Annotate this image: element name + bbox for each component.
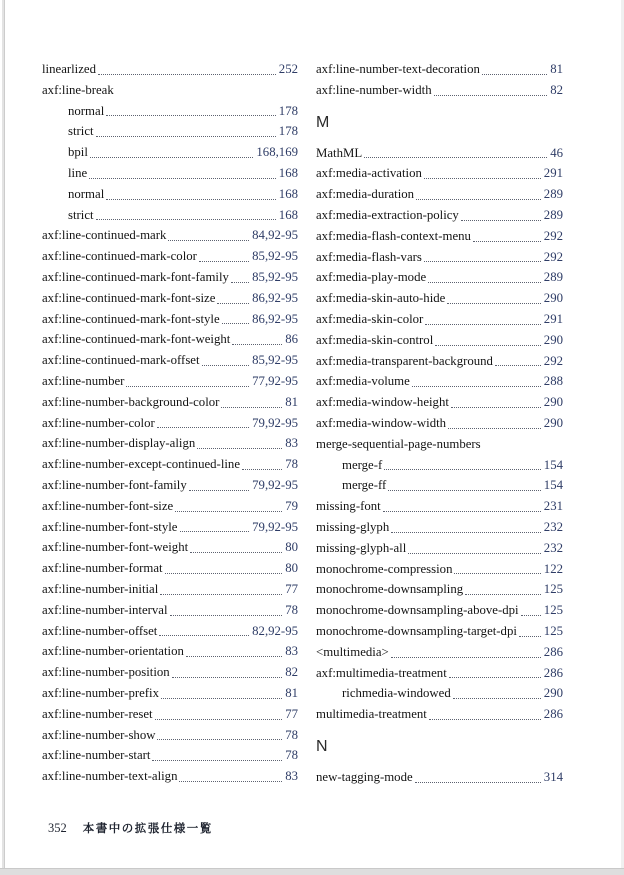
index-entry: [42, 579, 298, 600]
entry-label: axf:media-window-height: [316, 395, 449, 410]
entry-page-link[interactable]: 291: [543, 311, 563, 326]
dot-leader: [155, 725, 285, 746]
entry-page-link[interactable]: 82: [285, 665, 298, 680]
footer-section-title: 本書中の拡張仕様一覧: [82, 823, 213, 835]
dot-leader: [449, 392, 544, 413]
entry-page-link[interactable]: 252: [278, 62, 298, 76]
entry-label: line: [68, 165, 88, 180]
entry-label: axf:line-number-orientation: [42, 644, 184, 659]
index-entry: [316, 559, 563, 580]
index-entry: [42, 101, 298, 122]
entry-label: axf:media-duration: [316, 187, 415, 202]
dot-leader: [445, 288, 543, 309]
dot-leader: [104, 184, 279, 205]
index-entry: [316, 163, 563, 184]
index-entry: [316, 517, 563, 538]
index-entry: [42, 496, 298, 517]
dot-leader: [215, 288, 252, 309]
entry-page-link[interactable]: 290: [543, 415, 563, 430]
dot-leader: [422, 247, 544, 268]
dot-leader: [406, 538, 544, 559]
entry-page-link[interactable]: 292: [543, 228, 563, 243]
entry-page-link[interactable]: 85,92-95: [252, 249, 298, 264]
entry-label: axf:media-skin-auto-hide: [316, 291, 446, 306]
entry-page-link[interactable]: 86: [285, 332, 298, 347]
index-entry: [42, 413, 298, 434]
index-entry: [42, 205, 298, 226]
dot-leader: [187, 475, 252, 496]
entry-label: axf:line-number-width: [316, 82, 432, 97]
index-entry: [316, 247, 563, 268]
entry-label: axf:line-number-color: [42, 415, 155, 430]
footer-page-number: 352: [48, 821, 67, 835]
dot-leader: [158, 579, 285, 600]
entry-page-link[interactable]: 125: [543, 582, 563, 597]
entry-label: axf:line-continued-mark-font-size: [42, 290, 216, 305]
entry-page-link[interactable]: 168: [278, 207, 298, 222]
entry-label: merge-ff: [342, 478, 387, 493]
dot-leader: [178, 517, 253, 538]
dot-leader: [471, 226, 544, 247]
dot-leader: [173, 496, 285, 517]
dot-leader: [459, 205, 544, 226]
section-heading: M: [316, 113, 330, 131]
entry-page-link[interactable]: 79: [285, 498, 298, 513]
entry-page-link[interactable]: 231: [543, 499, 563, 514]
entry-label: axf:line-continued-mark-font-style: [42, 311, 220, 326]
dot-leader: [155, 413, 252, 434]
dot-leader: [94, 121, 279, 142]
index-entry: [316, 600, 563, 621]
dot-leader: [452, 559, 543, 580]
entry-label: axf:line-number-initial: [42, 581, 159, 596]
dot-leader: [382, 455, 544, 476]
entry-label: monochrome-downsampling-target-dpi: [316, 623, 517, 638]
entry-page-link[interactable]: 125: [543, 623, 563, 638]
dot-leader: [104, 101, 279, 122]
index-entry: [316, 663, 563, 684]
index-entry: [42, 267, 298, 288]
entry-label: axf:line-number: [42, 373, 125, 388]
dot-leader: [389, 642, 544, 663]
entry-label: axf:line-continued-mark-font-weight: [42, 332, 231, 347]
dot-leader: [480, 59, 550, 80]
index-entry: [316, 288, 563, 309]
entry-label: axf:line-number-font-weight: [42, 540, 189, 555]
entry-page-link[interactable]: 232: [543, 540, 563, 555]
entry-page-link[interactable]: 290: [543, 332, 563, 347]
entry-page-link[interactable]: 83: [285, 769, 298, 784]
entry-page-link[interactable]: 80: [285, 561, 298, 576]
index-entry: [42, 350, 298, 371]
index-column-left: [42, 59, 298, 787]
entry-page-link[interactable]: 286: [543, 644, 563, 659]
entry-page-link[interactable]: 79,92-95: [252, 519, 298, 534]
entry-label: axf:line-continued-mark-color: [42, 249, 197, 264]
entry-label: axf:line-number-except-continued-line: [42, 457, 241, 472]
dot-leader: [519, 600, 544, 621]
entry-page-link[interactable]: 290: [543, 395, 563, 410]
entry-page-link[interactable]: 286: [543, 665, 563, 680]
entry-label: axf:line-number-text-decoration: [316, 62, 480, 76]
entry-label: monochrome-downsampling-above-dpi: [316, 603, 519, 618]
index-entry: [316, 59, 563, 80]
index-entry: [316, 371, 563, 392]
index-entry: [42, 288, 298, 309]
index-entry: [42, 392, 298, 413]
index-entry: [42, 558, 298, 579]
entry-label: bpil: [68, 145, 88, 160]
entry-page-link[interactable]: 125: [543, 603, 563, 618]
entry-label: axf:line-number-position: [42, 665, 170, 680]
index-entry: [42, 621, 298, 642]
dot-leader: [432, 80, 551, 101]
entry-label: axf:media-volume: [316, 374, 410, 389]
entry-page-link[interactable]: 168: [278, 186, 298, 201]
dot-leader: [200, 350, 253, 371]
entry-label: new-tagging-mode: [316, 769, 413, 784]
index-entry: [42, 662, 298, 683]
index-entry: [316, 704, 563, 725]
index-entry: [42, 745, 298, 766]
entry-label: linearlized: [42, 62, 96, 76]
dot-leader: [153, 704, 286, 725]
entry-page-link[interactable]: 46: [550, 145, 563, 160]
index-entry: [42, 475, 298, 496]
dot-leader: [124, 371, 252, 392]
index-entry: [42, 600, 298, 621]
entry-label: monochrome-downsampling: [316, 582, 464, 597]
entry-label: axf:media-play-mode: [316, 270, 427, 285]
dot-leader: [381, 496, 544, 517]
entry-label: strict: [68, 124, 94, 139]
entry-label: normal: [68, 103, 105, 118]
entry-page-link[interactable]: 80: [285, 540, 298, 555]
index-entry: [316, 767, 563, 788]
entry-page-link[interactable]: 154: [543, 478, 563, 493]
index-entry: [316, 205, 563, 226]
index-entry: [316, 434, 563, 455]
entry-page-link[interactable]: 84,92-95: [252, 228, 298, 243]
dot-leader: [220, 309, 252, 330]
entry-label: axf:line-break: [42, 82, 114, 97]
dot-leader: [410, 371, 544, 392]
dot-leader: [389, 517, 544, 538]
entry-label: axf:line-number-interval: [42, 602, 168, 617]
dot-leader: [188, 537, 285, 558]
entry-page-link[interactable]: 86,92-95: [252, 311, 298, 326]
dot-leader: [157, 621, 252, 642]
dot-leader: [159, 683, 285, 704]
entry-label: axf:multimedia-treatment: [316, 665, 447, 680]
entry-label: axf:media-skin-color: [316, 311, 424, 326]
entry-label: monochrome-compression: [316, 561, 453, 576]
entry-page-link[interactable]: 292: [543, 353, 563, 368]
entry-page-link[interactable]: 178: [278, 103, 298, 118]
entry-page-link[interactable]: 79,92-95: [252, 415, 298, 430]
dot-leader: [219, 392, 285, 413]
dot-leader: [96, 59, 279, 80]
index-entry: [316, 475, 563, 496]
entry-page-link[interactable]: 81: [285, 394, 298, 409]
index-entry: [316, 330, 563, 351]
index-entry: [316, 538, 563, 559]
entry-label: axf:line-number-offset: [42, 623, 158, 638]
index-entry: [42, 80, 298, 101]
entry-label: axf:line-number-reset: [42, 706, 153, 721]
index-entry: [42, 246, 298, 267]
index-entry: [42, 537, 298, 558]
dot-leader: [362, 143, 550, 164]
entry-label: missing-glyph: [316, 519, 390, 534]
entry-label: axf:media-skin-control: [316, 332, 434, 347]
entry-label: axf:line-number-font-style: [42, 519, 178, 534]
page-edge-left: [2, 0, 5, 868]
entry-page-link[interactable]: 292: [543, 249, 563, 264]
entry-page-link[interactable]: 168: [278, 165, 298, 180]
index-entry: [42, 683, 298, 704]
index-entry: [316, 226, 563, 247]
entry-label: axf:line-number-start: [42, 748, 151, 763]
entry-label: axf:line-number-prefix: [42, 685, 159, 700]
entry-label: axf:media-window-width: [316, 415, 447, 430]
entry-page-link[interactable]: 85,92-95: [252, 269, 298, 284]
entry-label: merge-f: [342, 457, 383, 472]
index-entry: [316, 184, 563, 205]
entry-page-link[interactable]: 81: [550, 62, 563, 76]
dot-leader: [150, 745, 285, 766]
entry-page-link[interactable]: 81: [285, 685, 298, 700]
entry-page-link[interactable]: 291: [543, 166, 563, 181]
entry-page-link[interactable]: 168,169: [256, 145, 298, 160]
index-entry: [42, 371, 298, 392]
index-entry: [42, 725, 298, 746]
entry-page-link[interactable]: 82: [550, 82, 563, 97]
index-entry: [316, 351, 563, 372]
index-entry: [42, 59, 298, 80]
index-entry: [42, 704, 298, 725]
dot-leader: [386, 475, 544, 496]
index-entry: [42, 121, 298, 142]
entry-page-link[interactable]: 288: [543, 374, 563, 389]
dot-leader: [517, 621, 544, 642]
index-entry: [316, 579, 563, 600]
dot-leader: [197, 246, 252, 267]
index-entry: [316, 642, 563, 663]
index-entry: [42, 641, 298, 662]
dot-leader: [423, 309, 543, 330]
entry-page-link[interactable]: 77: [285, 581, 298, 596]
dot-leader: [240, 454, 285, 475]
index-entry: [316, 496, 563, 517]
dot-leader: [433, 330, 544, 351]
dot-leader: [447, 663, 544, 684]
section-heading: N: [316, 737, 328, 755]
entry-label: richmedia-windowed: [342, 686, 451, 701]
dot-leader: [230, 329, 285, 350]
entry-label: axf:media-extraction-policy: [316, 207, 459, 222]
index-entry: [42, 163, 298, 184]
entry-label: missing-font: [316, 499, 381, 514]
entry-label: axf:line-number-background-color: [42, 394, 220, 409]
index-entry: [316, 143, 563, 164]
dot-leader: [94, 205, 279, 226]
page-footer: [48, 820, 213, 836]
entry-page-link[interactable]: 289: [543, 187, 563, 202]
entry-page-link[interactable]: 290: [543, 291, 563, 306]
entry-label: axf:media-transparent-background: [316, 353, 493, 368]
entry-page-link[interactable]: 77,92-95: [252, 373, 298, 388]
dot-leader: [446, 413, 544, 434]
entry-label: multimedia-treatment: [316, 707, 427, 722]
entry-page-link[interactable]: 82,92-95: [252, 623, 298, 638]
entry-label: axf:media-flash-vars: [316, 249, 422, 264]
entry-page-link[interactable]: 314: [543, 769, 563, 784]
entry-page-link[interactable]: 232: [543, 519, 563, 534]
dot-leader: [168, 600, 286, 621]
index-entry: [42, 454, 298, 475]
index-entry: [316, 392, 563, 413]
entry-page-link[interactable]: 78: [285, 457, 298, 472]
entry-page-link[interactable]: 289: [543, 270, 563, 285]
entry-label: merge-sequential-page-numbers: [316, 436, 481, 451]
entry-label: MathML: [316, 145, 363, 160]
dot-leader: [87, 163, 279, 184]
index-entry: [42, 184, 298, 205]
index-entry: [316, 80, 563, 101]
entry-page-link[interactable]: 79,92-95: [252, 477, 298, 492]
index-entry: [42, 309, 298, 330]
page-edge-bottom: [0, 868, 624, 875]
index-entry: [316, 683, 563, 704]
index-entry: [316, 309, 563, 330]
dot-leader: [177, 766, 285, 787]
dot-leader: [163, 558, 286, 579]
entry-page-link[interactable]: 85,92-95: [252, 353, 298, 368]
entry-label: normal: [68, 186, 105, 201]
entry-label: axf:line-number-show: [42, 727, 156, 742]
dot-leader: [451, 683, 544, 704]
entry-label: axf:line-number-font-size: [42, 498, 174, 513]
dot-leader: [88, 142, 256, 163]
dot-leader: [493, 351, 544, 372]
dot-leader: [166, 225, 252, 246]
dot-leader: [463, 579, 544, 600]
dot-leader: [184, 641, 285, 662]
entry-label: axf:line-number-display-align: [42, 436, 196, 451]
index-entry: [42, 517, 298, 538]
entry-page-link[interactable]: 286: [543, 707, 563, 722]
entry-label: axf:line-continued-mark-offset: [42, 353, 200, 368]
entry-page-link[interactable]: 290: [543, 686, 563, 701]
entry-label: axf:line-number-font-family: [42, 477, 187, 492]
index-entry: [42, 225, 298, 246]
index-entry: [316, 621, 563, 642]
index-entry: [42, 329, 298, 350]
dot-leader: [422, 163, 544, 184]
entry-label: axf:line-number-text-align: [42, 769, 178, 784]
entry-page-link[interactable]: 77: [285, 706, 298, 721]
entry-page-link[interactable]: 83: [285, 644, 298, 659]
index-column-right: [316, 59, 563, 788]
entry-label: axf:line-continued-mark-font-family: [42, 269, 229, 284]
index-entry: [42, 433, 298, 454]
dot-leader: [195, 433, 285, 454]
entry-label: axf:media-flash-context-menu: [316, 228, 471, 243]
entry-page-link[interactable]: 78: [285, 748, 298, 763]
dot-leader: [414, 184, 544, 205]
index-entry: [316, 413, 563, 434]
index-entry: [42, 142, 298, 163]
entry-label: missing-glyph-all: [316, 540, 407, 555]
entry-label: axf:line-number-format: [42, 561, 163, 576]
index-entry: [316, 455, 563, 476]
dot-leader: [427, 704, 544, 725]
dot-leader: [229, 267, 252, 288]
entry-page-link[interactable]: 122: [543, 561, 563, 576]
entry-page-link[interactable]: 178: [278, 124, 298, 139]
entry-page-link[interactable]: 78: [285, 727, 298, 742]
entry-label: strict: [68, 207, 94, 222]
entry-label: axf:line-continued-mark: [42, 228, 167, 243]
entry-page-link[interactable]: 83: [285, 436, 298, 451]
dot-leader: [413, 767, 544, 788]
entry-page-link[interactable]: 289: [543, 207, 563, 222]
entry-page-link[interactable]: 78: [285, 602, 298, 617]
index-entry: [316, 267, 563, 288]
index-entry: [42, 766, 298, 787]
entry-page-link[interactable]: 154: [543, 457, 563, 472]
dot-leader: [170, 662, 286, 683]
dot-leader: [426, 267, 544, 288]
entry-label: axf:media-activation: [316, 166, 422, 181]
entry-label: <multimedia>: [316, 644, 389, 659]
entry-page-link[interactable]: 86,92-95: [252, 290, 298, 305]
